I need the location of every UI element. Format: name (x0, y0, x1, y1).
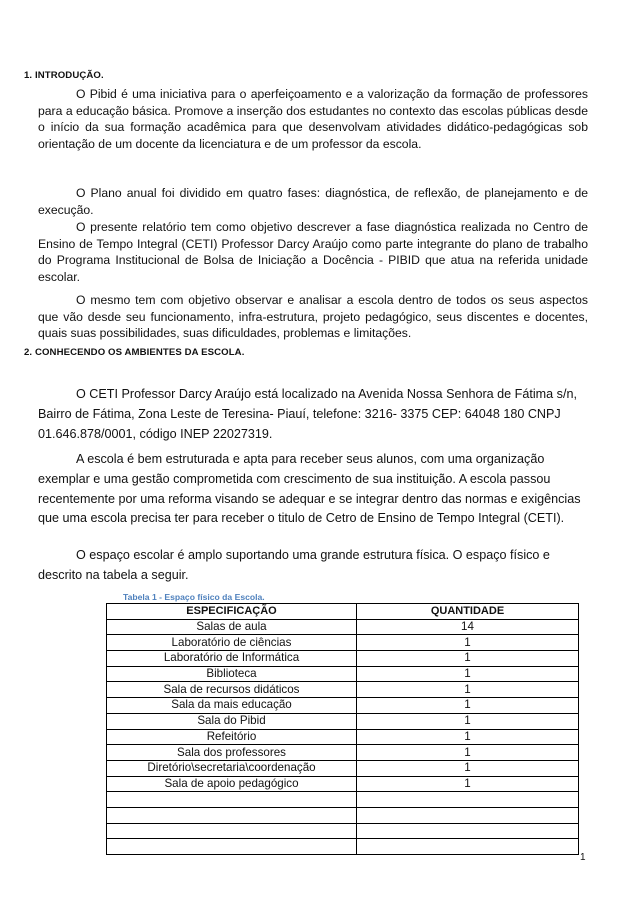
table-cell: 1 (357, 713, 579, 729)
table-row (107, 651, 579, 667)
table-cell (357, 839, 579, 855)
paragraph: O mesmo tem com objetivo observar e analisar a escola dentro de todos os seus aspectos que vão desde seu funcionamento, infra-estrutura, projeto pedagógico, seus discentes e docentes, quais suas possibilidades, suas dificuldades, problemas e limitações. (38, 293, 588, 341)
table-cell: 1 (357, 651, 579, 667)
table-row (107, 619, 579, 635)
table-cell: 1 (357, 745, 579, 761)
table-row (107, 682, 579, 698)
page-number: 1 (580, 852, 586, 863)
table-cell: Sala dos professores (107, 745, 357, 761)
table-cell: Laboratório de Informática (107, 651, 357, 667)
section-heading-introducao: 1. INTRODUÇÃO. (24, 70, 104, 81)
table-cell: Sala da mais educação (107, 698, 357, 714)
table-header-row (107, 604, 579, 620)
paragraph: O Plano anual foi dividido em quatro fases: diagnóstica, de reflexão, de planejamento e de execução. (38, 186, 588, 217)
column-header: ESPECIFICAÇÃO (107, 604, 357, 620)
table-row (107, 713, 579, 729)
table-cell: 1 (357, 729, 579, 745)
table-cell (107, 792, 357, 808)
table-cell (357, 807, 579, 823)
table-cell (357, 792, 579, 808)
table-row (107, 666, 579, 682)
table-cell (107, 807, 357, 823)
paragraph: O Pibid é uma iniciativa para o aperfeiçoamento e a valorização da formação de professores para a educação básica. Promove a inserção dos estudantes no contexto das escolas públicas desde o início da sua formação acadêmica para que desenvolvam atividades didático-pedagógicas sob orientação de um docente da licenciatura e de um professor da escola. (38, 87, 588, 151)
table-cell: Sala de apoio pedagógico (107, 776, 357, 792)
table-row (107, 776, 579, 792)
table-cell: Refeitório (107, 729, 357, 745)
table-cell: 14 (357, 619, 579, 635)
table-cell: Diretório\secretaria\coordenação (107, 760, 357, 776)
table-cell (357, 823, 579, 839)
table-cell (107, 839, 357, 855)
table-cell: 1 (357, 635, 579, 651)
table-caption: Tabela 1 - Espaço físico da Escola. (123, 592, 265, 602)
table-cell (107, 823, 357, 839)
table-cell: Biblioteca (107, 666, 357, 682)
table-cell: Sala do Pibid (107, 713, 357, 729)
table-row (107, 635, 579, 651)
column-header: QUANTIDADE (357, 604, 579, 620)
table-cell: 1 (357, 666, 579, 682)
table-row (107, 698, 579, 714)
table-cell: 1 (357, 682, 579, 698)
table-cell: 1 (357, 760, 579, 776)
table-cell: 1 (357, 776, 579, 792)
table-row (107, 823, 579, 839)
table-row (107, 729, 579, 745)
table-row (107, 807, 579, 823)
paragraph: A escola é bem estruturada e apta para receber seus alunos, com uma organização exemplar e uma gestão comprometida com crescimento de sua instituição. A escola passou recentemente por uma reforma visando se adequar e se integrar dentro das normas e exigências que uma escola precisa ter para receber o titulo de Cetro de Ensino de Tempo Integral (CETI). (38, 452, 581, 526)
paragraph: O presente relatório tem como objetivo descrever a fase diagnóstica realizada no Centro de Ensino de Tempo Integral (CETI) Professor Darcy Araújo como parte integrante do plano de trabalho do Programa Institucional de Bolsa de Iniciação a Docência - PIBID que atua na referida unidade escolar. (38, 220, 588, 284)
table-row (107, 760, 579, 776)
table-cell: Laboratório de ciências (107, 635, 357, 651)
paragraph: O CETI Professor Darcy Araújo está localizado na Avenida Nossa Senhora de Fátima s/n, Bairro de Fátima, Zona Leste de Teresina- Piauí, telefone: 3216- 3375 CEP: 64048 180 CNPJ 01.646.878/0001, código INEP 22027319. (38, 387, 577, 441)
table-cell: Salas de aula (107, 619, 357, 635)
space-table (106, 603, 579, 855)
table-row (107, 745, 579, 761)
table-row (107, 839, 579, 855)
table-cell: 1 (357, 698, 579, 714)
table-cell: Sala de recursos didáticos (107, 682, 357, 698)
table-row (107, 792, 579, 808)
paragraph: O espaço escolar é amplo suportando uma grande estrutura física. O espaço físico e descrito na tabela a seguir. (38, 548, 550, 582)
section-heading-ambientes: 2. CONHECENDO OS AMBIENTES DA ESCOLA. (24, 347, 245, 358)
